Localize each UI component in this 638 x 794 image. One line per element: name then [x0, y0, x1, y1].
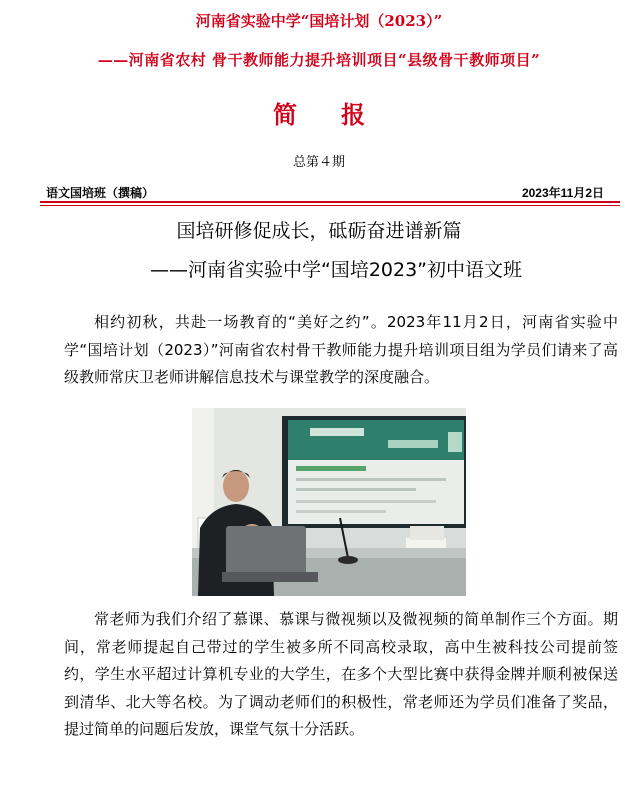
divider-thin [40, 205, 620, 206]
issue-date: 2023年11月2日 [521, 186, 604, 200]
article-title: 国培研修促成长，砥砺奋进谱新篇 [176, 220, 462, 242]
paragraph-1: 相约初秋，共赴一场教育的“美好之约”。2023年11月2日，河南省实验中学“国培计划（2023）”河南省农村骨干教师能力提升培训项目组为学员们请来了高级教师常庆卫老师讲解信息技术与课堂教学的深度融合。 [64, 313, 618, 386]
paragraph-2: 常老师为我们介绍了慕课、慕课与微视频以及微视频的简单制作三个方面。期间，常老师提起自己带过的学生被多所不同高校录取，高中生被科技公司提前签约，学生水平超过计算机专业的大学生，在多个大型比赛中获得金牌并顺利被保送到清华、北大等名校。为了调动老师们的积极性，常老师还为学员们准备了奖品，提过简单的问题后发放，课堂气氛十分活跃。 [64, 610, 618, 738]
header-line-2: ——河南省农村 骨干教师能力提升培训项目“县级骨干教师项目” [97, 51, 541, 69]
divider-thick [40, 201, 620, 203]
brief-title: 简报 [273, 100, 409, 129]
classroom-photo [192, 408, 466, 596]
issue-number: 总第４期 [292, 155, 345, 170]
article-subtitle: ——河南省实验中学“国培2023”初中语文班 [149, 259, 523, 281]
header-line-1: 河南省实验中学“国培计划（2023）” [195, 12, 443, 30]
class-name: 语文国培班（撰稿） [46, 186, 155, 200]
classroom-photo-image [192, 408, 466, 596]
